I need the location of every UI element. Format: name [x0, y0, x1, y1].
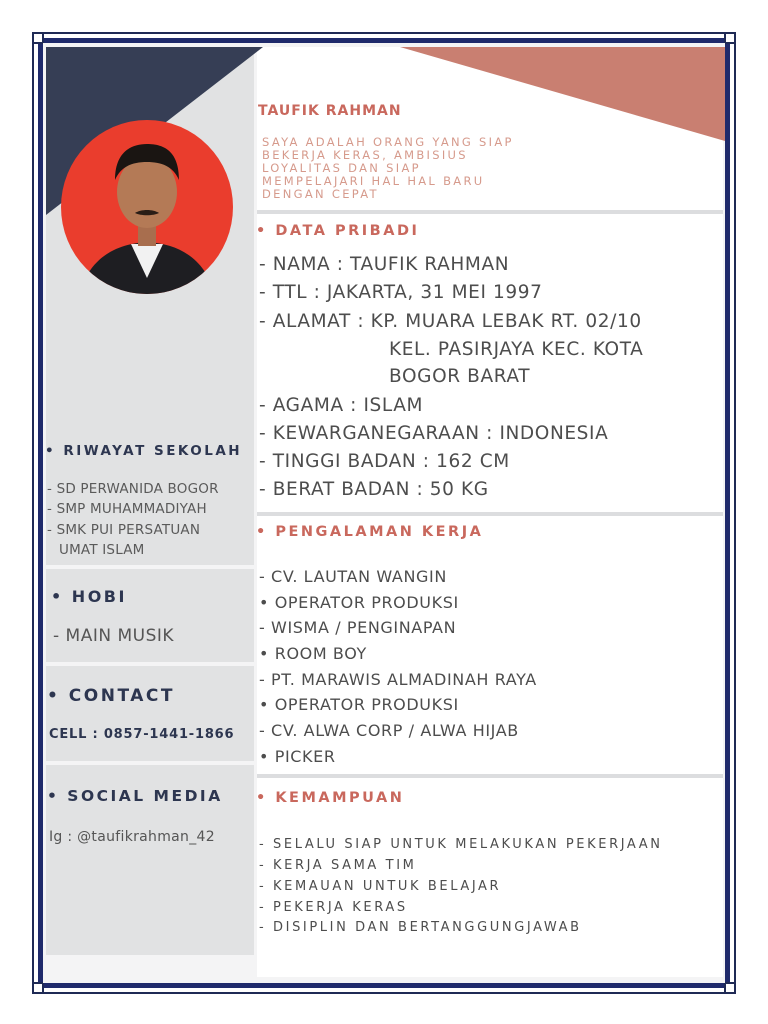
contact-phone: CELL : 0857-1441-1866	[49, 727, 235, 742]
resume-sheet	[43, 43, 725, 983]
corner-ornament	[724, 32, 736, 44]
pengalaman-heading: • PENGALAMAN KERJA	[256, 524, 484, 540]
tagline-line: LOYALITAS DAN SIAP	[262, 161, 421, 175]
experience-item: - WISMA / PENGINAPAN	[259, 618, 457, 637]
experience-item: - CV. ALWA CORP / ALWA HIJAB	[259, 721, 519, 740]
skill-item: - DISIPLIN DAN BERTANGGUNGJAWAB	[259, 920, 582, 935]
social-handle: Ig : @taufikrahman_42	[49, 829, 215, 845]
data-tinggi: - TINGGI BADAN : 162 CM	[259, 451, 510, 472]
data-nama: - NAMA : TAUFIK RAHMAN	[259, 254, 510, 275]
main-divider	[257, 774, 723, 778]
data-berat: - BERAT BADAN : 50 KG	[259, 479, 489, 500]
contact-heading: • CONTACT	[47, 686, 175, 706]
main-divider	[257, 210, 723, 214]
tagline-line: DENGAN CEPAT	[262, 187, 379, 201]
hobi-heading: • HOBI	[51, 587, 127, 606]
skill-item: - PEKERJA KERAS	[259, 900, 408, 915]
data-alamat: - ALAMAT : KP. MUARA LEBAK RT. 02/10	[259, 311, 642, 332]
kemampuan-heading: • KEMAMPUAN	[256, 790, 405, 806]
hobi-item: - MAIN MUSIK	[53, 626, 175, 646]
riwayat-sekolah-heading: • RIWAYAT SEKOLAH	[45, 443, 243, 459]
experience-item: • OPERATOR PRODUKSI	[259, 695, 459, 714]
data-kewarganegaraan: - KEWARGANEGARAAN : INDONESIA	[259, 423, 609, 444]
skill-item: - KERJA SAMA TIM	[259, 858, 417, 873]
school-item: UMAT ISLAM	[59, 542, 145, 558]
experience-item: - PT. MARAWIS ALMADINAH RAYA	[259, 670, 537, 689]
corner-ornament	[32, 982, 44, 994]
experience-item: • ROOM BOY	[259, 644, 367, 663]
sidebar-divider	[46, 662, 254, 666]
tagline-line: MEMPELAJARI HAL HAL BARU	[262, 174, 485, 188]
profile-photo	[61, 120, 233, 294]
sidebar-divider	[46, 565, 254, 569]
skill-item: - SELALU SIAP UNTUK MELAKUKAN PEKERJAAN	[259, 837, 663, 852]
skill-item: - KEMAUAN UNTUK BELAJAR	[259, 879, 502, 894]
profile-name: TAUFIK RAHMAN	[258, 103, 402, 119]
data-agama: - AGAMA : ISLAM	[259, 395, 424, 416]
data-alamat-cont: BOGOR BARAT	[389, 366, 531, 387]
corner-ornament	[724, 982, 736, 994]
data-alamat-cont: KEL. PASIRJAYA KEC. KOTA	[389, 339, 644, 360]
data-ttl: - TTL : JAKARTA, 31 MEI 1997	[259, 282, 543, 303]
sidebar-divider	[46, 761, 254, 765]
experience-item: • PICKER	[259, 747, 336, 766]
school-item: - SMK PUI PERSATUAN	[47, 522, 201, 538]
salmon-banner	[400, 47, 725, 141]
experience-item: • OPERATOR PRODUKSI	[259, 593, 459, 612]
main-divider	[257, 512, 723, 516]
school-item: - SMP MUHAMMADIYAH	[47, 501, 207, 517]
experience-item: - CV. LAUTAN WANGIN	[259, 567, 447, 586]
social-media-heading: • SOCIAL MEDIA	[47, 787, 223, 805]
tagline-line: BEKERJA KERAS, AMBISIUS	[262, 148, 468, 162]
tagline-line: SAYA ADALAH ORANG YANG SIAP	[262, 135, 514, 149]
school-item: - SD PERWANIDA BOGOR	[47, 481, 219, 497]
data-pribadi-heading: • DATA PRIBADI	[256, 223, 420, 239]
